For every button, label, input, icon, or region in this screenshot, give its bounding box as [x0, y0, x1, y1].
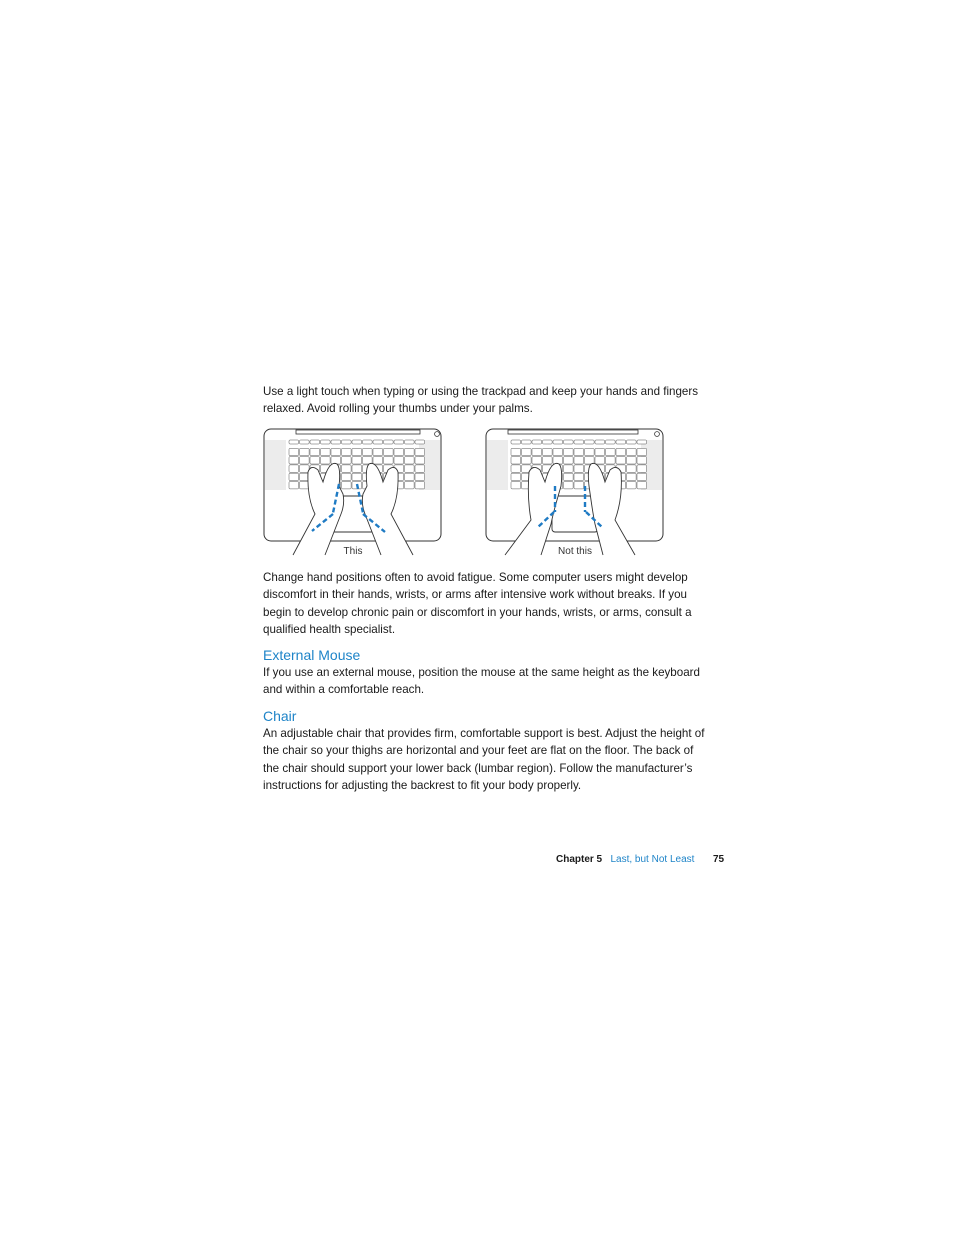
keyboard-key [405, 440, 415, 444]
fatigue-paragraph: Change hand positions often to avoid fatigue. Some computer users might develop discomfort in their hands, wrists, or arms after intensive work without breaks. If you begin to develop chronic pain or discomfort in your hands, wrists, or arms, consult a qualified health specialist. [263, 571, 692, 637]
keyboard-key [564, 482, 574, 489]
keyboard-key [342, 440, 352, 444]
keyboard-key [331, 440, 341, 444]
keyboard-key [405, 457, 415, 464]
keyboard-key [373, 440, 383, 444]
section-body-chair: An adjustable chair that provides firm, comfortable support is best. Adjust the height of the chair so your thighs are horizontal and your feet are flat on the floor. The back of the chair should support your lower back (lumbar region). Follow the manufacturer’s instructions for adjusting the backrest to fit your body properly. [263, 727, 705, 793]
keyboard-key [553, 448, 563, 455]
section-heading-external-mouse: External Mouse [263, 647, 361, 663]
keyboard-key [300, 448, 310, 455]
keyboard-key [289, 473, 299, 480]
keyboard-key [564, 457, 574, 464]
keyboard-key [394, 457, 404, 464]
keyboard-key [415, 448, 425, 455]
keyboard-key [405, 465, 415, 472]
keyboard-key [310, 457, 320, 464]
keyboard-key [511, 465, 521, 472]
section-body-external-mouse: If you use an external mouse, position the mouse at the same height as the keyboard and within a comfortable reach. [263, 666, 700, 697]
keyboard-key [585, 457, 595, 464]
keyboard-key [321, 457, 331, 464]
keyboard-key [637, 448, 647, 455]
section-heading-chair: Chair [263, 708, 297, 724]
keyboard-key [564, 473, 574, 480]
keyboard-key [394, 448, 404, 455]
keyboard-key [373, 448, 383, 455]
keyboard-key [511, 457, 521, 464]
keyboard-key [321, 440, 331, 444]
keyboard-key [574, 448, 584, 455]
keyboard-key [363, 440, 373, 444]
keyboard-key [532, 448, 542, 455]
keyboard-key [637, 473, 647, 480]
keyboard-key [574, 440, 584, 444]
keyboard-key [300, 457, 310, 464]
keyboard-key [511, 482, 521, 489]
keyboard-key [606, 448, 616, 455]
keyboard-key [543, 457, 553, 464]
keyboard-key [627, 448, 637, 455]
page-number: 75 [713, 854, 725, 865]
keyboard-key [289, 482, 299, 489]
keyboard-key [331, 448, 341, 455]
keyboard-key [352, 448, 362, 455]
keyboard-key [627, 465, 637, 472]
keyboard-key [363, 448, 373, 455]
keyboard-key [342, 457, 352, 464]
keyboard-key [637, 465, 647, 472]
keyboard-key [321, 448, 331, 455]
figure-not-this [485, 428, 665, 556]
laptop-keyboard-illustration-correct [263, 428, 443, 556]
figure-caption-this: This [343, 546, 363, 557]
keyboard-key [574, 473, 584, 480]
keyboard-key [574, 482, 584, 489]
intro-paragraph: Use a light touch when typing or using the trackpad and keep your hands and fingers relaxed. Avoid rolling your thumbs under your palms. [263, 385, 699, 416]
keyboard-key [564, 440, 574, 444]
keyboard-key [342, 465, 352, 472]
keyboard-key [289, 465, 299, 472]
keyboard-key [384, 448, 394, 455]
keyboard-key [637, 482, 647, 489]
footer [556, 854, 694, 865]
keyboard-key [606, 440, 616, 444]
keyboard-key [415, 457, 425, 464]
keyboard-key [627, 482, 637, 489]
keyboard-key [511, 473, 521, 480]
keyboard-key [522, 457, 532, 464]
keyboard-key [352, 473, 362, 480]
keyboard-key [574, 465, 584, 472]
keyboard-key [415, 465, 425, 472]
keyboard-key [606, 457, 616, 464]
laptop-keyboard-illustration-incorrect [485, 428, 665, 556]
keyboard-key [405, 448, 415, 455]
figure-this [263, 428, 443, 556]
keyboard-key [574, 457, 584, 464]
keyboard-key [511, 448, 521, 455]
keyboard-key [616, 440, 626, 444]
keyboard-key [543, 440, 553, 444]
keyboard-key [511, 440, 521, 444]
keyboard-key [342, 448, 352, 455]
keyboard-key [363, 457, 373, 464]
keyboard-key [405, 482, 415, 489]
keyboard-key [585, 448, 595, 455]
keyboard-key [384, 457, 394, 464]
keyboard-key [300, 440, 310, 444]
keyboard-key [595, 448, 605, 455]
keyboard-key [627, 440, 637, 444]
keyboard-key [415, 440, 425, 444]
keyboard-key [532, 440, 542, 444]
keyboard-key [342, 482, 352, 489]
keyboard-key [415, 473, 425, 480]
keyboard-key [553, 440, 563, 444]
keyboard-key [627, 457, 637, 464]
keyboard-key [522, 440, 532, 444]
keyboard-key [405, 473, 415, 480]
keyboard-key [564, 448, 574, 455]
keyboard-key [595, 440, 605, 444]
keyboard-key [352, 440, 362, 444]
keyboard-key [522, 448, 532, 455]
keyboard-key [352, 457, 362, 464]
keyboard-key [616, 448, 626, 455]
figure-caption-not-this: Not this [558, 546, 592, 557]
keyboard-key [415, 482, 425, 489]
keyboard-key [616, 457, 626, 464]
keyboard-key [373, 457, 383, 464]
keyboard-key [310, 448, 320, 455]
keyboard-key [543, 448, 553, 455]
keyboard-key [564, 465, 574, 472]
keyboard-key [289, 440, 299, 444]
keyboard-key [585, 440, 595, 444]
footer-chapter: Chapter 5 [556, 854, 603, 865]
keyboard-key [637, 440, 647, 444]
keyboard-key [310, 440, 320, 444]
keyboard-key [342, 473, 352, 480]
footer-chapter-title: Last, but Not Least [610, 854, 695, 865]
keyboard-key [553, 457, 563, 464]
keyboard-key [384, 440, 394, 444]
keyboard-key [331, 457, 341, 464]
keyboard-key [532, 457, 542, 464]
keyboard-key [289, 457, 299, 464]
keyboard-key [637, 457, 647, 464]
keyboard-key [627, 473, 637, 480]
keyboard-key [394, 440, 404, 444]
keyboard-key [595, 457, 605, 464]
keyboard-key [352, 465, 362, 472]
keyboard-key [289, 448, 299, 455]
keyboard-key [300, 465, 310, 472]
